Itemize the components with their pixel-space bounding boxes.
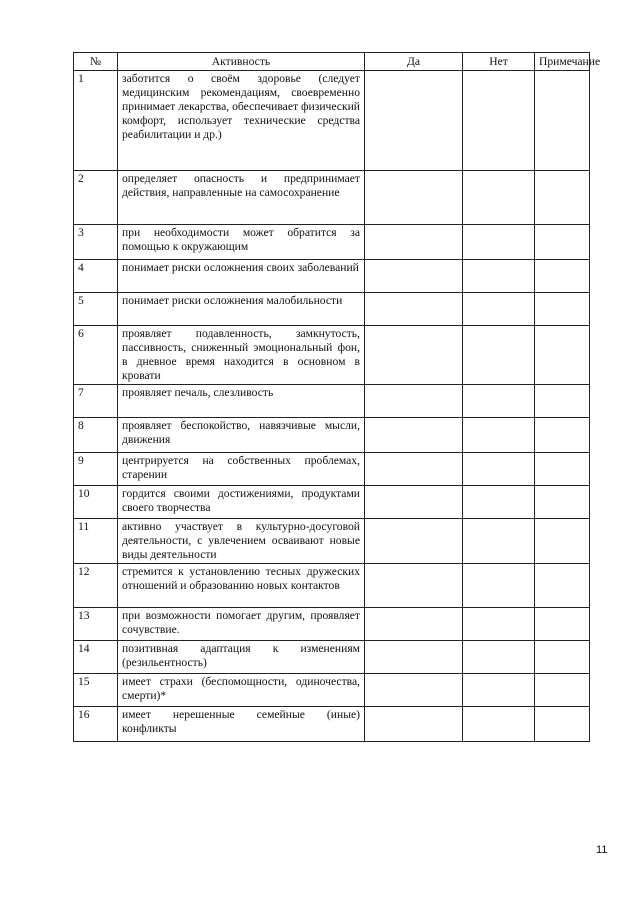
row-number: 10 <box>74 486 118 519</box>
row-yes-cell <box>365 326 463 385</box>
row-no-cell <box>463 641 535 674</box>
row-activity: понимает риски осложнения малобильности <box>118 293 365 326</box>
header-no: Нет <box>463 53 535 71</box>
header-activity: Активность <box>118 53 365 71</box>
row-activity: понимает риски осложнения своих заболеваний <box>118 260 365 293</box>
table-row <box>74 608 590 641</box>
row-yes-cell <box>365 608 463 641</box>
row-note-cell <box>535 326 590 385</box>
row-number: 4 <box>74 260 118 293</box>
table-row <box>74 707 590 742</box>
row-note-cell <box>535 641 590 674</box>
row-activity: имеет нерешенные семейные (иные) конфликты <box>118 707 365 742</box>
row-no-cell <box>463 608 535 641</box>
row-yes-cell <box>365 171 463 225</box>
activity-table <box>73 52 601 742</box>
row-activity: определяет опасность и предпринимает действия, направленные на самосохранение <box>118 171 365 225</box>
row-number: 2 <box>74 171 118 225</box>
row-activity: проявляет печаль, слезливость <box>118 385 365 418</box>
row-activity: гордится своими достижениями, продуктами своего творчества <box>118 486 365 519</box>
row-no-cell <box>463 293 535 326</box>
row-number: 14 <box>74 641 118 674</box>
row-activity: при необходимости может обратится за помощью к окружающим <box>118 225 365 260</box>
table-row <box>74 418 590 453</box>
row-no-cell <box>463 326 535 385</box>
table-row <box>74 674 590 707</box>
row-no-cell <box>463 225 535 260</box>
row-yes-cell <box>365 519 463 564</box>
row-note-cell <box>535 486 590 519</box>
row-note-cell <box>535 674 590 707</box>
row-number: 11 <box>74 519 118 564</box>
row-number: 6 <box>74 326 118 385</box>
row-yes-cell <box>365 674 463 707</box>
page-number: 11 <box>596 844 608 856</box>
row-no-cell <box>463 418 535 453</box>
table-row <box>74 564 590 608</box>
row-yes-cell <box>365 418 463 453</box>
row-number: 13 <box>74 608 118 641</box>
table-row <box>74 641 590 674</box>
row-number: 7 <box>74 385 118 418</box>
row-yes-cell <box>365 293 463 326</box>
row-note-cell <box>535 519 590 564</box>
row-number: 15 <box>74 674 118 707</box>
row-note-cell <box>535 564 590 608</box>
row-activity: активно участвует в культурно-досуговой деятельности, с увлечением осваивают новые виды деятельности <box>118 519 365 564</box>
row-no-cell <box>463 707 535 742</box>
row-activity: заботится о своём здоровье (следует медицинским рекомендациям, своевременно принимает лекарства, обеспечивает физический комфорт, использует технические средства реабилитации и др.) <box>118 71 365 171</box>
row-note-cell <box>535 260 590 293</box>
row-note-cell <box>535 293 590 326</box>
row-no-cell <box>463 260 535 293</box>
row-yes-cell <box>365 564 463 608</box>
table-header-row <box>74 53 590 71</box>
header-yes: Да <box>365 53 463 71</box>
table-row <box>74 260 590 293</box>
row-note-cell <box>535 608 590 641</box>
row-no-cell <box>463 674 535 707</box>
row-activity: при возможности помогает другим, проявляет сочувствие. <box>118 608 365 641</box>
row-activity: имеет страхи (беспомощности, одиночества, смерти)* <box>118 674 365 707</box>
row-number: 16 <box>74 707 118 742</box>
row-note-cell <box>535 171 590 225</box>
row-note-cell <box>535 71 590 171</box>
row-yes-cell <box>365 385 463 418</box>
row-number: 9 <box>74 453 118 486</box>
table-row <box>74 385 590 418</box>
row-yes-cell <box>365 641 463 674</box>
table-row <box>74 71 590 171</box>
table-row <box>74 225 590 260</box>
row-number: 5 <box>74 293 118 326</box>
row-no-cell <box>463 71 535 171</box>
row-no-cell <box>463 453 535 486</box>
row-note-cell <box>535 707 590 742</box>
row-yes-cell <box>365 225 463 260</box>
row-number: 3 <box>74 225 118 260</box>
header-note: Примечание <box>535 53 590 71</box>
header-number: № <box>74 53 118 71</box>
row-note-cell <box>535 453 590 486</box>
row-no-cell <box>463 171 535 225</box>
table-row <box>74 171 590 225</box>
table-row <box>74 293 590 326</box>
row-no-cell <box>463 486 535 519</box>
row-number: 12 <box>74 564 118 608</box>
row-yes-cell <box>365 260 463 293</box>
row-note-cell <box>535 385 590 418</box>
table-row <box>74 326 590 385</box>
row-activity: проявляет беспокойство, навязчивые мысли, движения <box>118 418 365 453</box>
row-no-cell <box>463 385 535 418</box>
row-no-cell <box>463 564 535 608</box>
row-yes-cell <box>365 71 463 171</box>
row-no-cell <box>463 519 535 564</box>
row-activity: стремится к установлению тесных дружеских отношений и образованию новых контактов <box>118 564 365 608</box>
row-number: 8 <box>74 418 118 453</box>
row-yes-cell <box>365 707 463 742</box>
table-row <box>74 486 590 519</box>
row-activity: центрируется на собственных проблемах, старении <box>118 453 365 486</box>
row-yes-cell <box>365 486 463 519</box>
row-note-cell <box>535 225 590 260</box>
row-yes-cell <box>365 453 463 486</box>
table-row <box>74 519 590 564</box>
row-activity: проявляет подавленность, замкнутость, пассивность, сниженный эмоциональный фон, в дневное время находится в основном в кровати <box>118 326 365 385</box>
row-activity: позитивная адаптация к изменениям (резильентность) <box>118 641 365 674</box>
row-number: 1 <box>74 71 118 171</box>
row-note-cell <box>535 418 590 453</box>
table-row <box>74 453 590 486</box>
